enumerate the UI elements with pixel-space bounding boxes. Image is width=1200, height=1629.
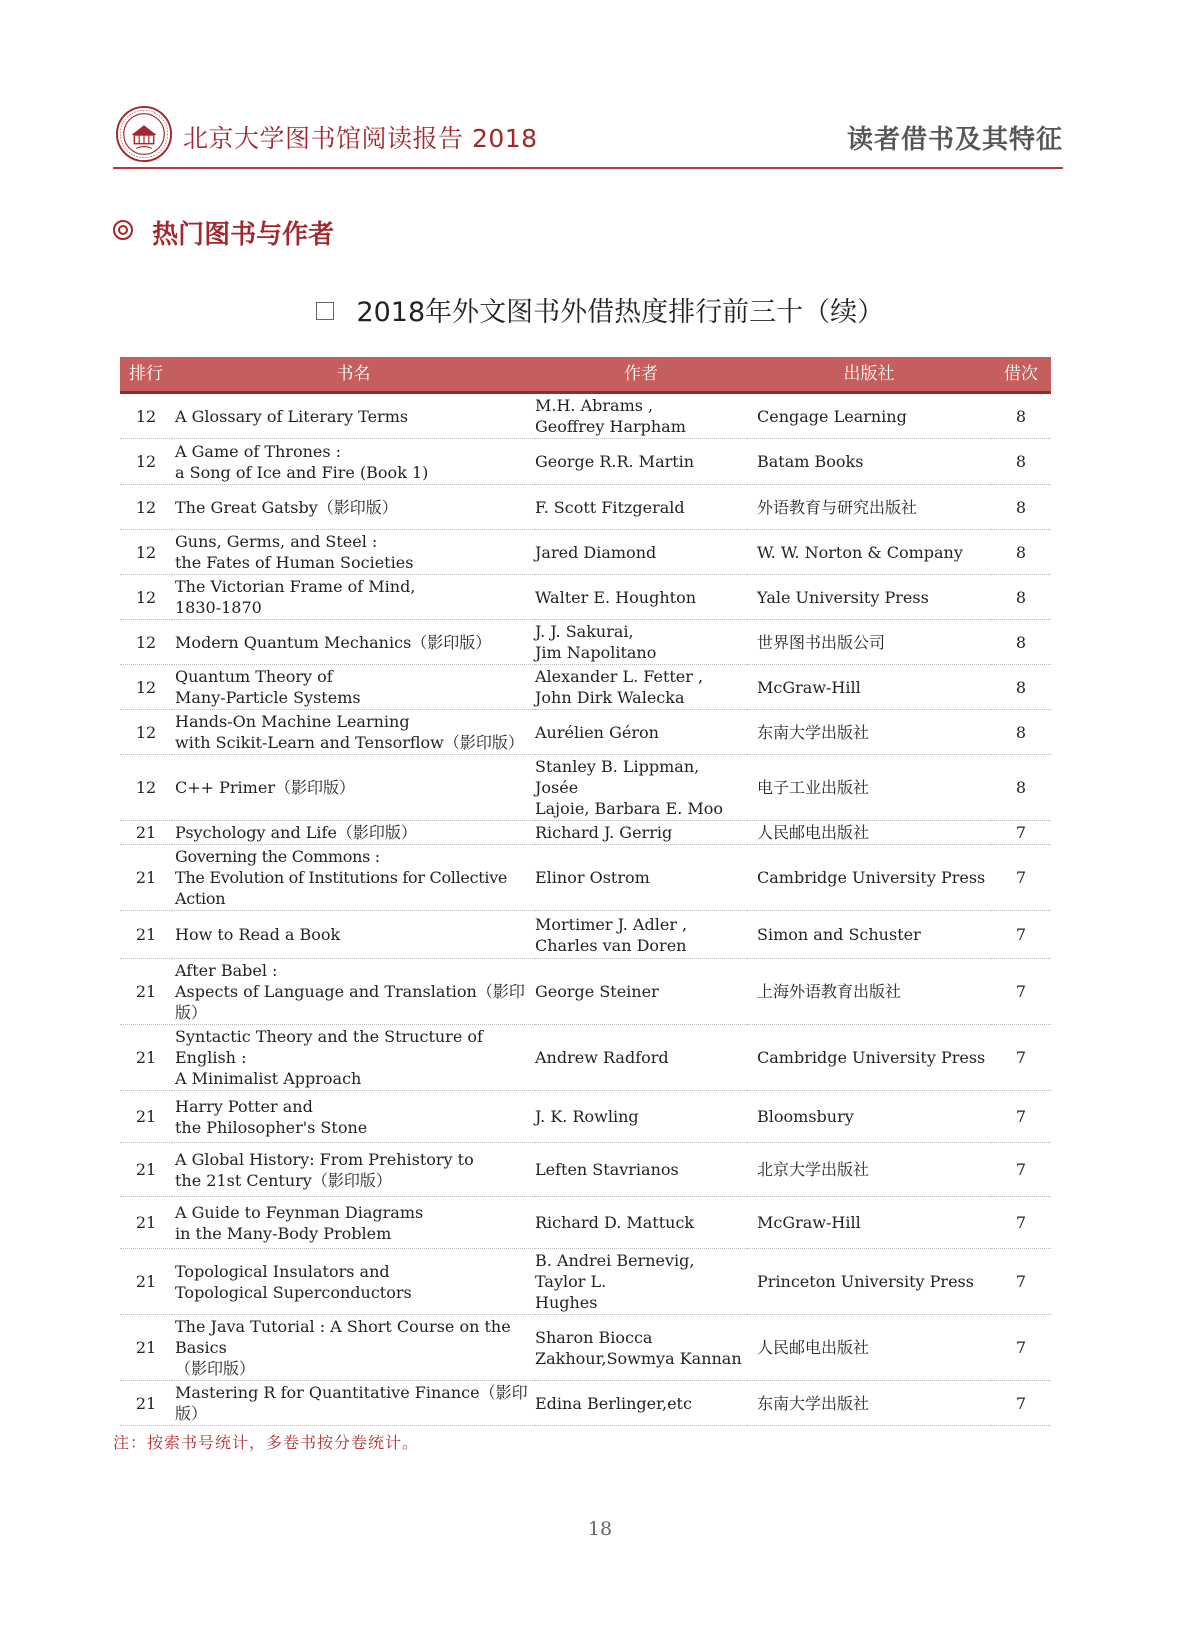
table-caption	[0, 290, 1200, 329]
title-cell: Governing the Commons : The Evolution of Institutions for Collective Action	[172, 845, 535, 911]
rank-cell: 21	[120, 1143, 172, 1197]
title-cell: Modern Quantum Mechanics（影印版）	[172, 620, 535, 665]
square-bullet-icon	[316, 302, 334, 320]
author-cell: Richard D. Mattuck	[535, 1197, 747, 1249]
title-cell: Hands-On Machine Learning with Scikit-Learn and Tensorflow（影印版）	[172, 710, 535, 755]
section-title: 读者借书及其特征	[846, 125, 1063, 155]
rank-cell: 21	[120, 1249, 172, 1315]
table-row	[120, 485, 1051, 530]
rank-cell: 21	[120, 1381, 172, 1426]
count-cell: 8	[991, 710, 1051, 755]
rank-cell: 12	[120, 530, 172, 575]
rank-cell: 12	[120, 620, 172, 665]
count-cell: 8	[991, 575, 1051, 620]
rank-cell: 12	[120, 665, 172, 710]
rank-cell: 12	[120, 439, 172, 485]
column-header-title: 书名	[172, 357, 535, 393]
author-cell: Mortimer J. Adler , Charles van Doren	[535, 911, 747, 959]
rank-cell: 12	[120, 755, 172, 821]
count-cell: 7	[991, 1143, 1051, 1197]
table-row	[120, 1249, 1051, 1315]
table-row	[120, 845, 1051, 911]
publisher-cell: McGraw-Hill	[747, 1197, 991, 1249]
column-header-count: 借次	[991, 357, 1051, 393]
publisher-cell: 北京大学出版社	[747, 1143, 991, 1197]
author-cell: Richard J. Gerrig	[535, 821, 747, 845]
publisher-cell: Batam Books	[747, 439, 991, 485]
title-cell: A Guide to Feynman Diagrams in the Many-Body Problem	[172, 1197, 535, 1249]
table-row	[120, 1143, 1051, 1197]
count-cell: 8	[991, 665, 1051, 710]
count-cell: 8	[991, 755, 1051, 821]
table-row	[120, 530, 1051, 575]
rank-cell: 21	[120, 1315, 172, 1381]
title-cell: A Glossary of Literary Terms	[172, 393, 535, 439]
title-cell: Quantum Theory of Many-Particle Systems	[172, 665, 535, 710]
rank-cell: 21	[120, 959, 172, 1025]
count-cell: 7	[991, 821, 1051, 845]
count-cell: 8	[991, 620, 1051, 665]
count-cell: 7	[991, 959, 1051, 1025]
author-cell: Walter E. Houghton	[535, 575, 747, 620]
publisher-cell: 世界图书出版公司	[747, 620, 991, 665]
publisher-cell: 东南大学出版社	[747, 710, 991, 755]
publisher-cell: W. W. Norton & Company	[747, 530, 991, 575]
count-cell: 7	[991, 1091, 1051, 1143]
author-cell: Stanley B. Lippman, Josée Lajoie, Barbara E. Moo	[535, 755, 747, 821]
table-row	[120, 1025, 1051, 1091]
rank-cell: 12	[120, 710, 172, 755]
count-cell: 7	[991, 1025, 1051, 1091]
publisher-cell: Cambridge University Press	[747, 845, 991, 911]
title-cell: The Java Tutorial : A Short Course on the Basics （影印版）	[172, 1315, 535, 1381]
count-cell: 7	[991, 1381, 1051, 1426]
table-row	[120, 1315, 1051, 1381]
book-ranking-table	[120, 357, 1051, 1426]
publisher-cell: 东南大学出版社	[747, 1381, 991, 1426]
author-cell: Leften Stavrianos	[535, 1143, 747, 1197]
title-cell: The Victorian Frame of Mind, 1830-1870	[172, 575, 535, 620]
publisher-cell: Bloomsbury	[747, 1091, 991, 1143]
publisher-cell: 人民邮电出版社	[747, 821, 991, 845]
rank-cell: 21	[120, 821, 172, 845]
title-cell: Harry Potter and the Philosopher's Stone	[172, 1091, 535, 1143]
rank-cell: 21	[120, 845, 172, 911]
count-cell: 7	[991, 1197, 1051, 1249]
publisher-cell: 外语教育与研究出版社	[747, 485, 991, 530]
title-cell: Guns, Germs, and Steel : the Fates of Human Societies	[172, 530, 535, 575]
subsection-title: 热门图书与作者	[152, 220, 335, 250]
table-row	[120, 1091, 1051, 1143]
page-number: 18	[587, 1518, 613, 1540]
count-cell: 7	[991, 1315, 1051, 1381]
count-cell: 7	[991, 911, 1051, 959]
author-cell: Sharon Biocca Zakhour,Sowmya Kannan	[535, 1315, 747, 1381]
rank-cell: 21	[120, 1091, 172, 1143]
table-row	[120, 911, 1051, 959]
publisher-cell: Yale University Press	[747, 575, 991, 620]
count-cell: 7	[991, 845, 1051, 911]
count-cell: 7	[991, 1249, 1051, 1315]
title-cell: A Global History: From Prehistory to the 21st Century（影印版）	[172, 1143, 535, 1197]
title-cell: After Babel : Aspects of Language and Translation（影印版）	[172, 959, 535, 1025]
rank-cell: 21	[120, 1197, 172, 1249]
table-row	[120, 821, 1051, 845]
column-header-rank: 排行	[120, 357, 172, 393]
publisher-cell: Princeton University Press	[747, 1249, 991, 1315]
report-title: 北京大学图书馆阅读报告 2018	[183, 124, 538, 153]
table-row	[120, 575, 1051, 620]
count-cell: 8	[991, 530, 1051, 575]
table-row	[120, 393, 1051, 439]
university-seal-icon	[115, 105, 173, 163]
title-cell: A Game of Thrones : a Song of Ice and Fire (Book 1)	[172, 439, 535, 485]
author-cell: George Steiner	[535, 959, 747, 1025]
rank-cell: 12	[120, 485, 172, 530]
publisher-cell: Cambridge University Press	[747, 1025, 991, 1091]
publisher-cell: 人民邮电出版社	[747, 1315, 991, 1381]
publisher-cell: Simon and Schuster	[747, 911, 991, 959]
title-cell: Syntactic Theory and the Structure of English : A Minimalist Approach	[172, 1025, 535, 1091]
author-cell: J. J. Sakurai, Jim Napolitano	[535, 620, 747, 665]
publisher-cell: 电子工业出版社	[747, 755, 991, 821]
table-row	[120, 1381, 1051, 1426]
publisher-cell: Cengage Learning	[747, 393, 991, 439]
table-row	[120, 755, 1051, 821]
publisher-cell: 上海外语教育出版社	[747, 959, 991, 1025]
table-header-row	[120, 357, 1051, 393]
author-cell: Aurélien Géron	[535, 710, 747, 755]
table-row	[120, 439, 1051, 485]
rank-cell: 12	[120, 393, 172, 439]
author-cell: F. Scott Fitzgerald	[535, 485, 747, 530]
page-header	[113, 103, 1063, 169]
publisher-cell: McGraw-Hill	[747, 665, 991, 710]
author-cell: Elinor Ostrom	[535, 845, 747, 911]
author-cell: M.H. Abrams , Geoffrey Harpham	[535, 393, 747, 439]
table-caption-text: 2018年外文图书外借热度排行前三十（续）	[356, 297, 885, 328]
double-circle-icon	[113, 220, 133, 240]
title-cell: Topological Insulators and Topological Superconductors	[172, 1249, 535, 1315]
count-cell: 8	[991, 485, 1051, 530]
rank-cell: 21	[120, 1025, 172, 1091]
author-cell: Jared Diamond	[535, 530, 747, 575]
subsection-heading	[113, 214, 334, 251]
table-row	[120, 959, 1051, 1025]
author-cell: Andrew Radford	[535, 1025, 747, 1091]
author-cell: Edina Berlinger,etc	[535, 1381, 747, 1426]
author-cell: George R.R. Martin	[535, 439, 747, 485]
title-cell: Mastering R for Quantitative Finance（影印版）	[172, 1381, 535, 1426]
author-cell: J. K. Rowling	[535, 1091, 747, 1143]
column-header-publisher: 出版社	[747, 357, 991, 393]
author-cell: B. Andrei Bernevig, Taylor L. Hughes	[535, 1249, 747, 1315]
title-cell: The Great Gatsby（影印版）	[172, 485, 535, 530]
author-cell: Alexander L. Fetter , John Dirk Walecka	[535, 665, 747, 710]
table-row	[120, 1197, 1051, 1249]
table-row	[120, 710, 1051, 755]
table-row	[120, 665, 1051, 710]
rank-cell: 21	[120, 911, 172, 959]
footnote: 注：按索书号统计，多卷书按分卷统计。	[113, 1433, 420, 1452]
rank-cell: 12	[120, 575, 172, 620]
title-cell: C++ Primer（影印版）	[172, 755, 535, 821]
count-cell: 8	[991, 439, 1051, 485]
count-cell: 8	[991, 393, 1051, 439]
header-divider	[113, 167, 1063, 169]
table-row	[120, 620, 1051, 665]
title-cell: Psychology and Life（影印版）	[172, 821, 535, 845]
column-header-author: 作者	[535, 357, 747, 393]
title-cell: How to Read a Book	[172, 911, 535, 959]
